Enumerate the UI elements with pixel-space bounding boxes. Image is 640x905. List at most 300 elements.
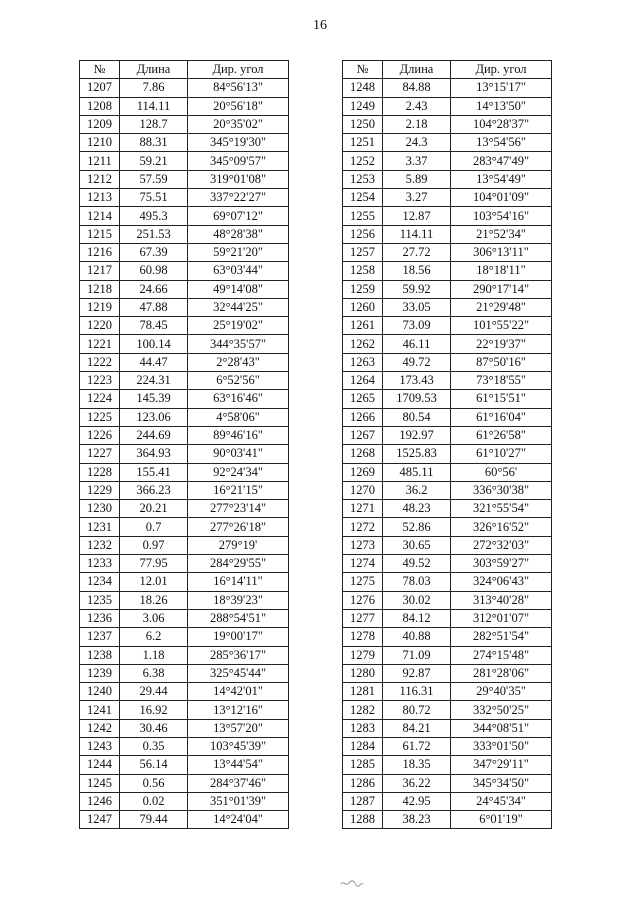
cell-angle: 13°12'16": [188, 701, 289, 719]
cell-number: 1277: [343, 609, 383, 627]
cell-length: 192.97: [383, 426, 451, 444]
cell-length: 84.88: [383, 79, 451, 97]
cell-number: 1282: [343, 701, 383, 719]
cell-length: 52.86: [383, 518, 451, 536]
table-header-row: [80, 61, 289, 79]
cell-number: 1262: [343, 335, 383, 353]
cell-angle: 103°54'16": [451, 207, 552, 225]
cell-length: 24.66: [120, 280, 188, 298]
cell-angle: 14°42'01": [188, 683, 289, 701]
table-row: [343, 262, 552, 280]
cell-length: 27.72: [383, 243, 451, 261]
cell-number: 1279: [343, 646, 383, 664]
cell-number: 1240: [80, 683, 120, 701]
cell-number: 1243: [80, 737, 120, 755]
cell-number: 1211: [80, 152, 120, 170]
cell-length: 16.92: [120, 701, 188, 719]
cell-number: 1212: [80, 170, 120, 188]
cell-angle: 277°23'14": [188, 500, 289, 518]
cell-angle: 101°55'22": [451, 317, 552, 335]
cell-length: 0.7: [120, 518, 188, 536]
cell-length: 145.39: [120, 390, 188, 408]
table-row: [80, 152, 289, 170]
page-number: 16: [313, 18, 327, 33]
table-row: [343, 811, 552, 829]
table-row: [343, 298, 552, 316]
table-header-row: [343, 61, 552, 79]
cell-number: 1234: [80, 573, 120, 591]
cell-number: 1263: [343, 353, 383, 371]
cell-length: 46.11: [383, 335, 451, 353]
header-num: №: [80, 61, 120, 79]
table-row: [80, 756, 289, 774]
cell-length: 3.37: [383, 152, 451, 170]
cell-number: 1275: [343, 573, 383, 591]
cell-number: 1209: [80, 115, 120, 133]
cell-length: 128.7: [120, 115, 188, 133]
table-row: [80, 573, 289, 591]
cell-number: 1264: [343, 372, 383, 390]
cell-length: 44.47: [120, 353, 188, 371]
table-row: [343, 463, 552, 481]
table-row: [80, 609, 289, 627]
cell-number: 1242: [80, 719, 120, 737]
cell-length: 12.01: [120, 573, 188, 591]
cell-length: 84.12: [383, 609, 451, 627]
table-row: [343, 189, 552, 207]
cell-angle: 344°35'57": [188, 335, 289, 353]
cell-length: 30.65: [383, 536, 451, 554]
cell-number: 1285: [343, 756, 383, 774]
cell-length: 67.39: [120, 243, 188, 261]
cell-angle: 84°56'13": [188, 79, 289, 97]
cell-length: 49.72: [383, 353, 451, 371]
cell-number: 1246: [80, 792, 120, 810]
cell-length: 251.53: [120, 225, 188, 243]
cell-number: 1222: [80, 353, 120, 371]
cell-number: 1241: [80, 701, 120, 719]
cell-angle: 13°57'20": [188, 719, 289, 737]
table-row: [80, 280, 289, 298]
cell-angle: 284°29'55": [188, 555, 289, 573]
cell-number: 1220: [80, 317, 120, 335]
cell-angle: 324°06'43": [451, 573, 552, 591]
cell-number: 1259: [343, 280, 383, 298]
table-row: [343, 445, 552, 463]
cell-angle: 22°19'37": [451, 335, 552, 353]
table-row: [343, 628, 552, 646]
cell-angle: 345°19'30": [188, 134, 289, 152]
table-row: [80, 664, 289, 682]
table-row: [80, 298, 289, 316]
cell-angle: 16°14'11": [188, 573, 289, 591]
table-row: [343, 317, 552, 335]
table-row: [343, 243, 552, 261]
cell-angle: 282°51'54": [451, 628, 552, 646]
table-row: [343, 646, 552, 664]
cell-length: 244.69: [120, 426, 188, 444]
table-row: [80, 134, 289, 152]
cell-length: 0.35: [120, 737, 188, 755]
cell-number: 1248: [343, 79, 383, 97]
table-row: [80, 207, 289, 225]
cell-number: 1238: [80, 646, 120, 664]
cell-length: 224.31: [120, 372, 188, 390]
cell-angle: 32°44'25": [188, 298, 289, 316]
table-row: [80, 518, 289, 536]
cell-angle: 13°44'54": [188, 756, 289, 774]
table-row: [80, 79, 289, 97]
table-row: [80, 445, 289, 463]
table-row: [80, 372, 289, 390]
cell-length: 29.44: [120, 683, 188, 701]
cell-number: 1278: [343, 628, 383, 646]
cell-number: 1270: [343, 481, 383, 499]
table-row: [343, 756, 552, 774]
table-row: [80, 390, 289, 408]
header-length: Длина: [383, 61, 451, 79]
cell-angle: 14°13'50": [451, 97, 552, 115]
table-row: [80, 555, 289, 573]
cell-length: 18.35: [383, 756, 451, 774]
cell-length: 5.89: [383, 170, 451, 188]
cell-number: 1237: [80, 628, 120, 646]
cell-angle: 69°07'12": [188, 207, 289, 225]
cell-number: 1288: [343, 811, 383, 829]
cell-angle: 326°16'52": [451, 518, 552, 536]
table-row: [80, 701, 289, 719]
cell-length: 80.72: [383, 701, 451, 719]
table-row: [343, 518, 552, 536]
cell-number: 1271: [343, 500, 383, 518]
cell-number: 1280: [343, 664, 383, 682]
table-row: [80, 591, 289, 609]
cell-length: 71.09: [383, 646, 451, 664]
table-row: [343, 426, 552, 444]
cell-length: 18.56: [383, 262, 451, 280]
cell-angle: 325°45'44": [188, 664, 289, 682]
cell-number: 1268: [343, 445, 383, 463]
cell-angle: 61°26'58": [451, 426, 552, 444]
cell-angle: 13°15'17": [451, 79, 552, 97]
cell-angle: 303°59'27": [451, 555, 552, 573]
header-angle: Дир. угол: [451, 61, 552, 79]
cell-angle: 337°22'27": [188, 189, 289, 207]
cell-length: 36.2: [383, 481, 451, 499]
cell-length: 78.03: [383, 573, 451, 591]
table-row: [80, 408, 289, 426]
cell-angle: 336°30'38": [451, 481, 552, 499]
cell-angle: 284°37'46": [188, 774, 289, 792]
cell-angle: 59°21'20": [188, 243, 289, 261]
cell-angle: 61°16'04": [451, 408, 552, 426]
cell-angle: 61°10'27": [451, 445, 552, 463]
cell-length: 80.54: [383, 408, 451, 426]
cell-number: 1254: [343, 189, 383, 207]
table-row: [80, 243, 289, 261]
table-row: [80, 481, 289, 499]
cell-number: 1252: [343, 152, 383, 170]
cell-number: 1258: [343, 262, 383, 280]
cell-length: 33.05: [383, 298, 451, 316]
cell-number: 1221: [80, 335, 120, 353]
cell-length: 48.23: [383, 500, 451, 518]
table-row: [80, 646, 289, 664]
cell-length: 12.87: [383, 207, 451, 225]
cell-number: 1272: [343, 518, 383, 536]
cell-length: 49.52: [383, 555, 451, 573]
cell-angle: 21°52'34": [451, 225, 552, 243]
cell-angle: 345°09'57": [188, 152, 289, 170]
cell-angle: 6°52'56": [188, 372, 289, 390]
cell-length: 77.95: [120, 555, 188, 573]
table-row: [343, 134, 552, 152]
table-row: [343, 97, 552, 115]
cell-number: 1235: [80, 591, 120, 609]
cell-angle: 344°08'51": [451, 719, 552, 737]
table-row: [343, 683, 552, 701]
cell-length: 60.98: [120, 262, 188, 280]
cell-number: 1231: [80, 518, 120, 536]
table-row: [80, 463, 289, 481]
cell-number: 1256: [343, 225, 383, 243]
cell-number: 1249: [343, 97, 383, 115]
table-row: [343, 737, 552, 755]
table-row: [343, 481, 552, 499]
cell-number: 1253: [343, 170, 383, 188]
table-row: [343, 372, 552, 390]
table-row: [343, 225, 552, 243]
table-body-left: [80, 79, 289, 829]
cell-length: 1525.83: [383, 445, 451, 463]
cell-length: 123.06: [120, 408, 188, 426]
cell-length: 56.14: [120, 756, 188, 774]
table-row: [343, 555, 552, 573]
cell-length: 6.38: [120, 664, 188, 682]
cell-length: 495.3: [120, 207, 188, 225]
cell-angle: 89°46'16": [188, 426, 289, 444]
cell-angle: 285°36'17": [188, 646, 289, 664]
cell-number: 1207: [80, 79, 120, 97]
cell-angle: 49°14'08": [188, 280, 289, 298]
cell-angle: 312°01'07": [451, 609, 552, 627]
cell-angle: 272°32'03": [451, 536, 552, 554]
cell-number: 1210: [80, 134, 120, 152]
table-row: [80, 792, 289, 810]
cell-number: 1251: [343, 134, 383, 152]
cell-number: 1244: [80, 756, 120, 774]
cell-number: 1213: [80, 189, 120, 207]
cell-number: 1218: [80, 280, 120, 298]
cell-length: 30.46: [120, 719, 188, 737]
cell-angle: 279°19': [188, 536, 289, 554]
cell-number: 1284: [343, 737, 383, 755]
cell-length: 75.51: [120, 189, 188, 207]
cell-number: 1260: [343, 298, 383, 316]
cell-length: 364.93: [120, 445, 188, 463]
cell-angle: 14°24'04": [188, 811, 289, 829]
cell-number: 1228: [80, 463, 120, 481]
table-row: [343, 170, 552, 188]
cell-length: 47.88: [120, 298, 188, 316]
cell-number: 1261: [343, 317, 383, 335]
cell-length: 92.87: [383, 664, 451, 682]
cell-length: 57.59: [120, 170, 188, 188]
cell-length: 73.09: [383, 317, 451, 335]
table-row: [80, 774, 289, 792]
table-row: [343, 792, 552, 810]
cell-angle: 13°54'49": [451, 170, 552, 188]
table-row: [80, 737, 289, 755]
cell-length: 1709.53: [383, 390, 451, 408]
cell-number: 1229: [80, 481, 120, 499]
cell-angle: 19°00'17": [188, 628, 289, 646]
cell-length: 3.27: [383, 189, 451, 207]
cell-number: 1233: [80, 555, 120, 573]
cell-number: 1245: [80, 774, 120, 792]
table-row: [80, 262, 289, 280]
table-row: [343, 536, 552, 554]
table-row: [343, 591, 552, 609]
header-length: Длина: [120, 61, 188, 79]
coordinates-table-right: [342, 60, 552, 829]
table-row: [343, 719, 552, 737]
cell-number: 1226: [80, 426, 120, 444]
cell-angle: 347°29'11": [451, 756, 552, 774]
cell-number: 1269: [343, 463, 383, 481]
cell-angle: 73°18'55": [451, 372, 552, 390]
cell-angle: 288°54'51": [188, 609, 289, 627]
cell-angle: 29°40'35": [451, 683, 552, 701]
cell-angle: 333°01'50": [451, 737, 552, 755]
cell-number: 1223: [80, 372, 120, 390]
table-row: [343, 774, 552, 792]
cell-number: 1267: [343, 426, 383, 444]
cell-number: 1227: [80, 445, 120, 463]
cell-number: 1217: [80, 262, 120, 280]
header-num: №: [343, 61, 383, 79]
cell-number: 1247: [80, 811, 120, 829]
cell-length: 2.43: [383, 97, 451, 115]
table-row: [343, 573, 552, 591]
cell-angle: 60°56': [451, 463, 552, 481]
cell-number: 1274: [343, 555, 383, 573]
cell-angle: 16°21'15": [188, 481, 289, 499]
cell-number: 1273: [343, 536, 383, 554]
cell-angle: 48°28'38": [188, 225, 289, 243]
cell-angle: 103°45'39": [188, 737, 289, 755]
table-row: [80, 719, 289, 737]
cell-length: 366.23: [120, 481, 188, 499]
cell-angle: 21°29'48": [451, 298, 552, 316]
table-row: [343, 280, 552, 298]
cell-number: 1250: [343, 115, 383, 133]
cell-number: 1286: [343, 774, 383, 792]
cell-angle: 90°03'41": [188, 445, 289, 463]
cell-length: 2.18: [383, 115, 451, 133]
cell-number: 1219: [80, 298, 120, 316]
table-row: [80, 536, 289, 554]
table-row: [80, 426, 289, 444]
cell-length: 40.88: [383, 628, 451, 646]
cell-length: 6.2: [120, 628, 188, 646]
cell-angle: 20°56'18": [188, 97, 289, 115]
cell-angle: 63°16'46": [188, 390, 289, 408]
table-row: [80, 170, 289, 188]
cell-length: 88.31: [120, 134, 188, 152]
cell-length: 38.23: [383, 811, 451, 829]
table-row: [343, 701, 552, 719]
cell-number: 1287: [343, 792, 383, 810]
cell-length: 155.41: [120, 463, 188, 481]
cell-angle: 20°35'02": [188, 115, 289, 133]
cell-angle: 277°26'18": [188, 518, 289, 536]
cell-angle: 332°50'25": [451, 701, 552, 719]
ink-mark: [340, 878, 364, 888]
cell-number: 1216: [80, 243, 120, 261]
cell-angle: 283°47'49": [451, 152, 552, 170]
table-row: [343, 152, 552, 170]
cell-length: 78.45: [120, 317, 188, 335]
table-row: [343, 79, 552, 97]
cell-angle: 321°55'54": [451, 500, 552, 518]
cell-length: 0.56: [120, 774, 188, 792]
table-row: [80, 317, 289, 335]
table-row: [343, 207, 552, 225]
cell-number: 1276: [343, 591, 383, 609]
cell-number: 1214: [80, 207, 120, 225]
cell-angle: 87°50'16": [451, 353, 552, 371]
table-row: [343, 408, 552, 426]
cell-length: 36.22: [383, 774, 451, 792]
cell-angle: 351°01'39": [188, 792, 289, 810]
table-row: [80, 335, 289, 353]
table-row: [343, 115, 552, 133]
cell-length: 18.26: [120, 591, 188, 609]
cell-length: 79.44: [120, 811, 188, 829]
table-row: [80, 500, 289, 518]
cell-angle: 25°19'02": [188, 317, 289, 335]
table-row: [343, 390, 552, 408]
cell-angle: 281°28'06": [451, 664, 552, 682]
cell-number: 1283: [343, 719, 383, 737]
table-row: [80, 115, 289, 133]
cell-number: 1266: [343, 408, 383, 426]
table-row: [80, 189, 289, 207]
table-row: [80, 97, 289, 115]
cell-angle: 4°58'06": [188, 408, 289, 426]
table-row: [80, 628, 289, 646]
cell-length: 42.95: [383, 792, 451, 810]
cell-length: 30.02: [383, 591, 451, 609]
cell-length: 61.72: [383, 737, 451, 755]
cell-number: 1224: [80, 390, 120, 408]
cell-number: 1215: [80, 225, 120, 243]
table-row: [80, 811, 289, 829]
cell-length: 20.21: [120, 500, 188, 518]
table-row: [343, 353, 552, 371]
cell-angle: 290°17'14": [451, 280, 552, 298]
cell-number: 1232: [80, 536, 120, 554]
cell-angle: 274°15'48": [451, 646, 552, 664]
cell-angle: 13°54'56": [451, 134, 552, 152]
table-row: [80, 683, 289, 701]
table-row: [80, 225, 289, 243]
cell-number: 1239: [80, 664, 120, 682]
cell-length: 116.31: [383, 683, 451, 701]
cell-angle: 104°01'09": [451, 189, 552, 207]
cell-length: 100.14: [120, 335, 188, 353]
